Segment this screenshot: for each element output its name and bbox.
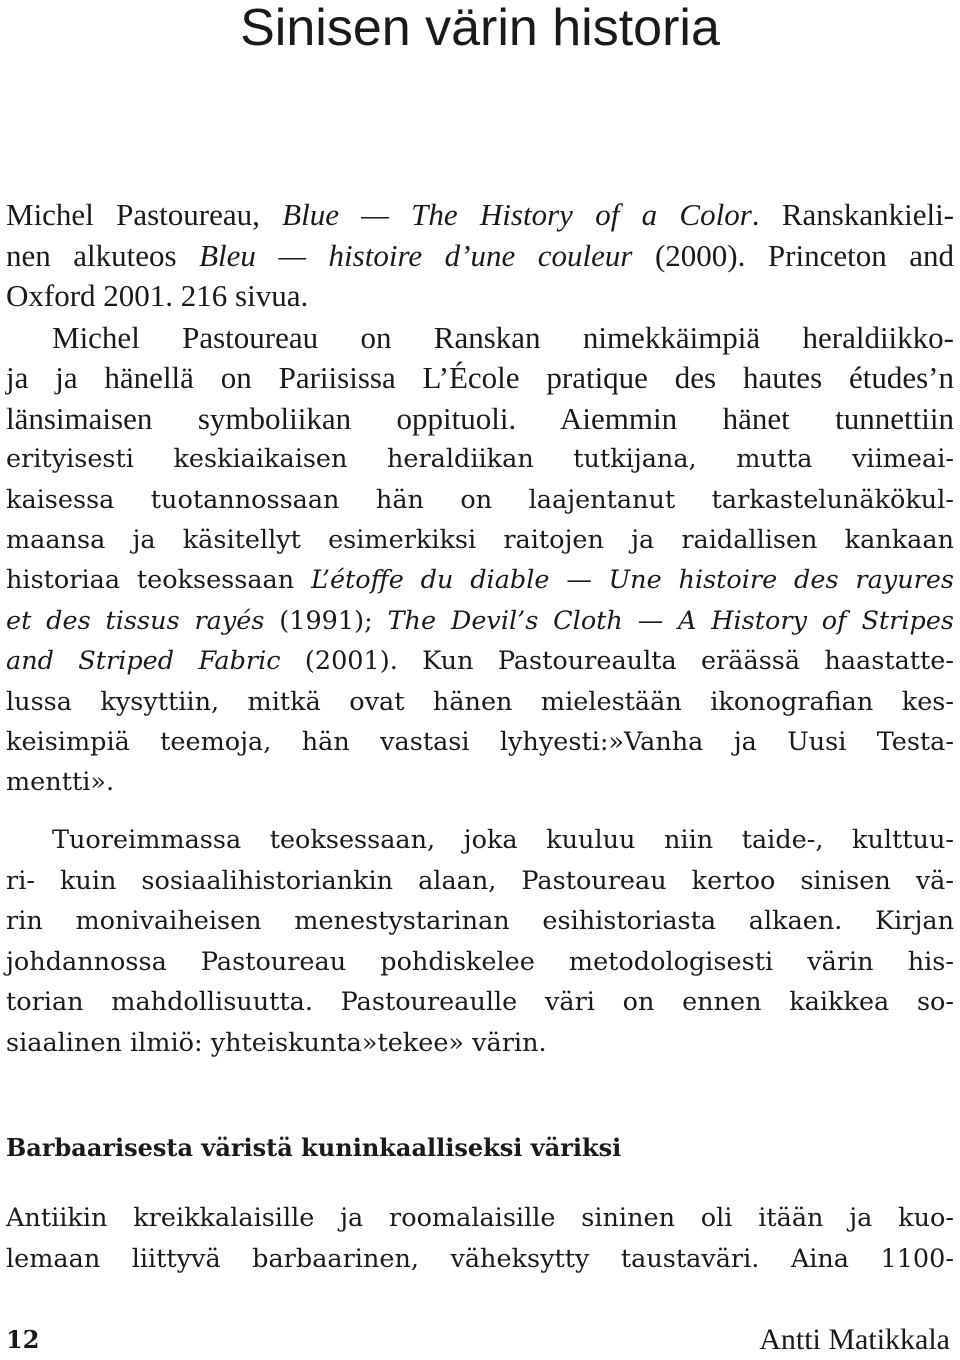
- paragraph-line: mentti».: [6, 767, 115, 798]
- paragraph-line: lemaan liittyvä barbaarinen, väheksytty taustaväri. Aina 1100-: [6, 1243, 954, 1274]
- paragraph-line: and Striped Fabric (2001). Kun Pastoureaulta eräässä haastatte-: [6, 646, 954, 677]
- page-title: Sinisen värin historia: [240, 0, 720, 57]
- paragraph-line: johdannossa Pastoureau pohdiskelee metodologisesti värin his-: [6, 946, 954, 977]
- section-paragraph: [6, 1198, 954, 1279]
- reference-line: nen alkuteos Bleu — histoire d’une couleur (2000). Princeton and: [6, 237, 954, 273]
- paragraph-line: ja ja hänellä on Pariisissa L’École pratique des hautes études’n: [6, 360, 954, 396]
- running-footer-author: Antti Matikkala: [759, 1323, 950, 1356]
- paragraph-line: rin monivaiheisen menestystarinan esihistoriasta alkaen. Kirjan: [6, 906, 954, 936]
- italic-title: Blue — The History of a Color: [282, 197, 752, 232]
- italic-title: and Striped Fabric: [6, 646, 281, 677]
- paragraph-line: siaalinen ilmiö: yhteiskunta»tekee» värin.: [6, 1027, 547, 1058]
- paragraph-line: lussa kysyttiin, mitkä ovat hänen mielestään ikonografian kes-: [6, 686, 954, 717]
- author-paragraph: [6, 318, 954, 803]
- second-paragraph: [6, 820, 954, 1063]
- reference-line: Oxford 2001. 216 sivua.: [6, 278, 309, 313]
- section-heading: Barbaarisesta väristä kuninkaalliseksi väriksi: [6, 1133, 622, 1162]
- paragraph-line: Antiikin kreikkalaisille ja roomalaisille sininen oli itään ja kuo-: [6, 1203, 954, 1233]
- italic-title: The Devil’s Cloth — A History of Stripes: [387, 605, 955, 636]
- paragraph-line: historiaa teoksessaan L’étoffe du diable — Une histoire des rayures: [6, 565, 954, 596]
- paragraph-line: erityisesti keskiaikaisen heraldiikan tutkijana, mutta viimeai-: [6, 444, 954, 475]
- paragraph-line: torian mahdollisuutta. Pastoureaulle väri on ennen kaikkea so-: [6, 987, 954, 1017]
- italic-title: Bleu — histoire d’une couleur: [199, 237, 633, 273]
- italic-title: L’étoffe du diable — Une histoire des rayures: [311, 565, 954, 596]
- paragraph-line: länsimaisen symboliikan oppituoli. Aiemmin hänet tunnettiin: [6, 400, 954, 436]
- paragraph-line: maansa ja käsitellyt esimerkiksi raitojen ja raidallisen kankaan: [6, 524, 954, 555]
- paragraph-line: kaisessa tuotannossaan hän on laajentanut tarkastelunäkökul-: [6, 484, 954, 515]
- reference-line: Michel Pastoureau, Blue — The History of a Color. Ranskankieli-: [6, 197, 955, 232]
- italic-title: et des tissus rayés: [6, 605, 265, 636]
- review-reference: [6, 195, 954, 317]
- paragraph-line: Tuoreimmassa teoksessaan, joka kuuluu niin taide-, kulttuu-: [52, 825, 954, 855]
- paragraph-line: et des tissus rayés (1991); The Devil’s Cloth — A History of Stripes: [6, 605, 955, 636]
- paragraph-line: Michel Pastoureau on Ranskan nimekkäimpiä heraldiikko-: [52, 320, 954, 355]
- paragraph-line: ri- kuin sosiaalihistoriankin alaan, Pastoureau kertoo sinisen vä-: [6, 865, 954, 896]
- paragraph-line: keisimpiä teemoja, hän vastasi lyhyesti:»Vanha ja Uusi Testa-: [6, 726, 954, 757]
- page-number: 12: [6, 1325, 40, 1354]
